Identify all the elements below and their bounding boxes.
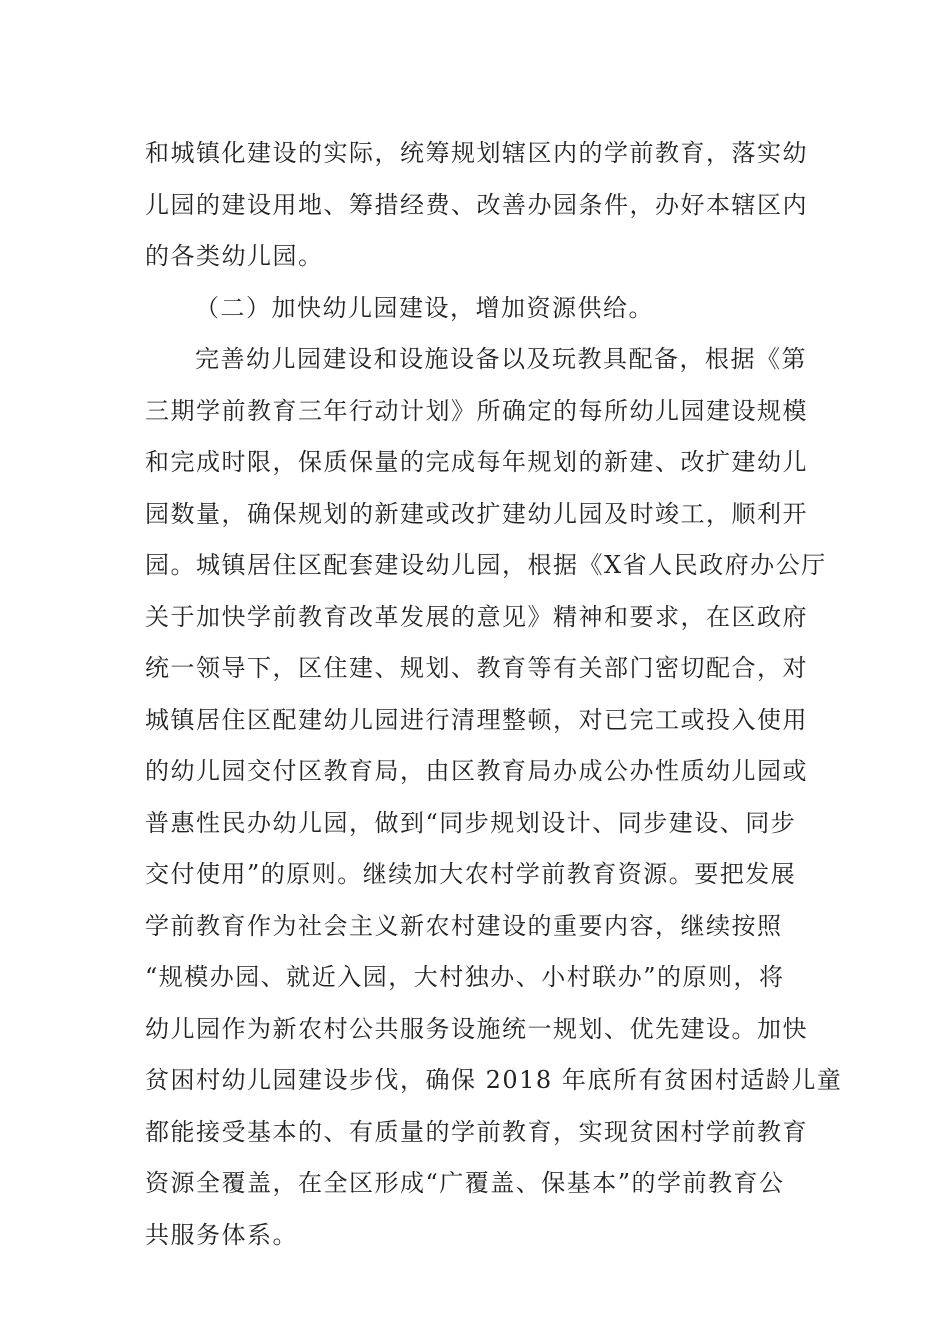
text-line: 三期学前教育三年行动计划》所确定的每所幼儿园建设规模 <box>145 396 808 425</box>
body-text <box>145 128 843 1261</box>
text-line: 城镇居住区配建幼儿园进行清理整顿，对已完工或投入使用 <box>145 705 808 734</box>
text-line: 幼儿园作为新农村公共服务设施统一规划、优先建设。加快 <box>145 1014 808 1043</box>
section-heading: （二）加快幼儿园建设，增加资源供给。 <box>195 293 654 322</box>
text-line: 学前教育作为社会主义新农村建设的重要内容，继续按照 <box>145 911 783 940</box>
text-line: 关于加快学前教育改革发展的意见》精神和要求，在区政府 <box>145 602 808 631</box>
text-line: 共服务体系。 <box>145 1220 298 1249</box>
text-line: “规模办园、就近入园，大村独办、小村联办”的原则，将 <box>145 963 785 991</box>
text-line: 和完成时限，保质保量的完成每年规划的新建、改扩建幼儿 <box>145 448 808 476</box>
text-line: 统一领导下，区住建、规划、教育等有关部门密切配合，对 <box>145 654 808 682</box>
text-line: 资源全覆盖，在全区形成“广覆盖、保基本”的学前教育公 <box>145 1169 785 1197</box>
text-line: 园。城镇居住区配套建设幼儿园，根据《X省人民政府办公厅 <box>145 551 827 579</box>
text-line: 交付使用”的原则。继续加大农村学前教育资源。要把发展 <box>145 860 797 888</box>
text-line: 贫困村幼儿园建设步伐，确保 2018 年底所有贫困村适龄儿童 <box>145 1066 843 1094</box>
paragraph-first-line: 完善幼儿园建设和设施设备以及玩教具配备，根据《第 <box>195 345 807 373</box>
text-line: 的幼儿园交付区教育局，由区教育局办成公办性质幼儿园或 <box>145 757 808 785</box>
text-line: 园数量，确保规划的新建或改扩建幼儿园及时竣工，顺利开 <box>145 499 808 528</box>
text-line: 儿园的建设用地、筹措经费、改善办园条件，办好本辖区内 <box>145 190 808 219</box>
text-line: 都能接受基本的、有质量的学前教育，实现贫困村学前教育 <box>145 1117 808 1146</box>
text-line: 普惠性民办幼儿园，做到“同步规划设计、同步建设、同步 <box>145 808 797 837</box>
text-line: 和城镇化建设的实际，统筹规划辖区内的学前教育，落实幼 <box>145 139 808 167</box>
text-line: 的各类幼儿园。 <box>145 242 324 270</box>
